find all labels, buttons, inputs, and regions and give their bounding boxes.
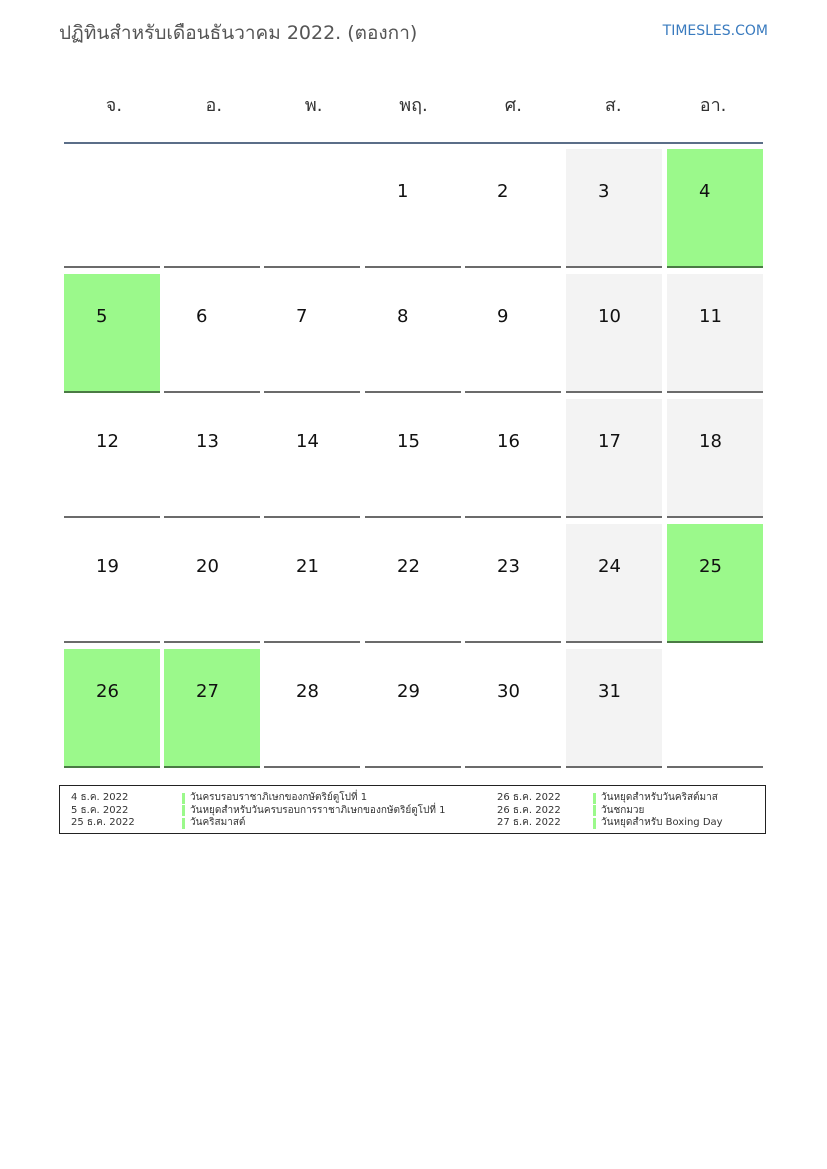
- holiday-marker: [593, 793, 596, 804]
- calendar-day-cell: [667, 149, 763, 268]
- calendar-day-cell: [667, 399, 763, 518]
- day-number: 9: [497, 306, 509, 327]
- day-number: 11: [699, 306, 722, 327]
- calendar-day-cell: [365, 149, 461, 268]
- day-number: 7: [296, 306, 308, 327]
- calendar-day-cell: [164, 524, 260, 643]
- calendar-day-cell: [465, 524, 561, 643]
- day-number: 2: [497, 181, 509, 202]
- day-number: 16: [497, 431, 520, 452]
- header-divider: [64, 142, 763, 144]
- calendar-day-cell: [465, 149, 561, 268]
- day-number: 23: [497, 556, 520, 577]
- calendar-day-cell: [465, 649, 561, 768]
- holiday-date: 26 ธ.ค. 2022: [497, 792, 561, 803]
- calendar-day-cell: [264, 399, 360, 518]
- calendar-day-cell: [264, 524, 360, 643]
- day-number: 30: [497, 681, 520, 702]
- calendar-day-cell: [64, 274, 160, 393]
- day-number: 10: [598, 306, 621, 327]
- day-number: 27: [196, 681, 219, 702]
- holiday-marker: [593, 805, 596, 816]
- calendar-day-cell: [164, 274, 260, 393]
- day-number: 31: [598, 681, 621, 702]
- holiday-date: 26 ธ.ค. 2022: [497, 804, 561, 816]
- weekday-label: ส.: [604, 95, 622, 116]
- holiday-name: วันหยุดสำหรับวันครบรอบการราชาภิเษกของกษัตริย์ตูโปที่ 1: [190, 804, 446, 816]
- holiday-name: วันชกมวย: [601, 804, 645, 816]
- calendar-day-cell: [64, 399, 160, 518]
- day-number: 3: [598, 181, 610, 202]
- holiday-date: 25 ธ.ค. 2022: [71, 817, 135, 828]
- calendar-day-cell: [465, 274, 561, 393]
- day-number: 29: [397, 681, 420, 702]
- day-number: 13: [196, 431, 219, 452]
- calendar-day-cell: [566, 649, 662, 768]
- weekday-label: พ.: [304, 95, 323, 116]
- holiday-name: วันหยุดสำหรับ Boxing Day: [601, 817, 723, 828]
- page-title: ปฏิทินสำหรับเดือนธันวาคม 2022. (ตองกา): [59, 22, 418, 44]
- calendar-day-cell: [365, 524, 461, 643]
- calendar-day-cell: [465, 399, 561, 518]
- day-number: 12: [96, 431, 119, 452]
- calendar-day-cell: [164, 399, 260, 518]
- weekday-label: อ.: [205, 95, 223, 116]
- calendar-day-cell: [566, 399, 662, 518]
- day-number: 28: [296, 681, 319, 702]
- weekday-label: อา.: [699, 95, 727, 116]
- day-number: 14: [296, 431, 319, 452]
- weekday-label: ศ.: [504, 95, 522, 116]
- calendar-day-cell: [264, 649, 360, 768]
- calendar-empty-cell: [64, 149, 160, 268]
- day-number: 18: [699, 431, 722, 452]
- calendar-empty-cell: [264, 149, 360, 268]
- brand-link[interactable]: TIMESLES.COM: [662, 23, 768, 39]
- calendar-day-cell: [64, 649, 160, 768]
- day-number: 24: [598, 556, 621, 577]
- calendar-day-cell: [365, 274, 461, 393]
- day-number: 22: [397, 556, 420, 577]
- day-number: 17: [598, 431, 621, 452]
- calendar-day-cell: [667, 274, 763, 393]
- holiday-marker: [182, 818, 185, 829]
- calendar-day-cell: [566, 274, 662, 393]
- day-number: 26: [96, 681, 119, 702]
- day-number: 21: [296, 556, 319, 577]
- day-number: 15: [397, 431, 420, 452]
- calendar-day-cell: [64, 524, 160, 643]
- calendar-day-cell: [365, 649, 461, 768]
- holiday-name: วันครบรอบราชาภิเษกของกษัตริย์ตูโปที่ 1: [190, 792, 368, 803]
- holiday-legend: [59, 785, 766, 834]
- weekday-label: พฤ.: [399, 95, 428, 116]
- day-number: 19: [96, 556, 119, 577]
- holiday-marker: [182, 805, 185, 816]
- calendar-day-cell: [264, 274, 360, 393]
- holiday-name: วันคริสมาสต์: [190, 817, 246, 828]
- day-number: 25: [699, 556, 722, 577]
- weekday-label: จ.: [105, 95, 123, 116]
- holiday-marker: [182, 793, 185, 804]
- day-number: 1: [397, 181, 409, 202]
- holiday-date: 27 ธ.ค. 2022: [497, 817, 561, 828]
- calendar-day-cell: [365, 399, 461, 518]
- day-number: 20: [196, 556, 219, 577]
- day-number: 4: [699, 181, 711, 202]
- day-number: 6: [196, 306, 208, 327]
- calendar-day-cell: [164, 649, 260, 768]
- holiday-name: วันหยุดสำหรับวันคริสต์มาส: [601, 792, 718, 803]
- holiday-marker: [593, 818, 596, 829]
- calendar-empty-cell: [667, 649, 763, 768]
- holiday-date: 5 ธ.ค. 2022: [71, 804, 129, 816]
- holiday-date: 4 ธ.ค. 2022: [71, 792, 129, 803]
- day-number: 5: [96, 306, 108, 327]
- calendar-empty-cell: [164, 149, 260, 268]
- calendar-day-cell: [667, 524, 763, 643]
- day-number: 8: [397, 306, 409, 327]
- calendar-day-cell: [566, 524, 662, 643]
- calendar-day-cell: [566, 149, 662, 268]
- weekday-header: [64, 90, 763, 142]
